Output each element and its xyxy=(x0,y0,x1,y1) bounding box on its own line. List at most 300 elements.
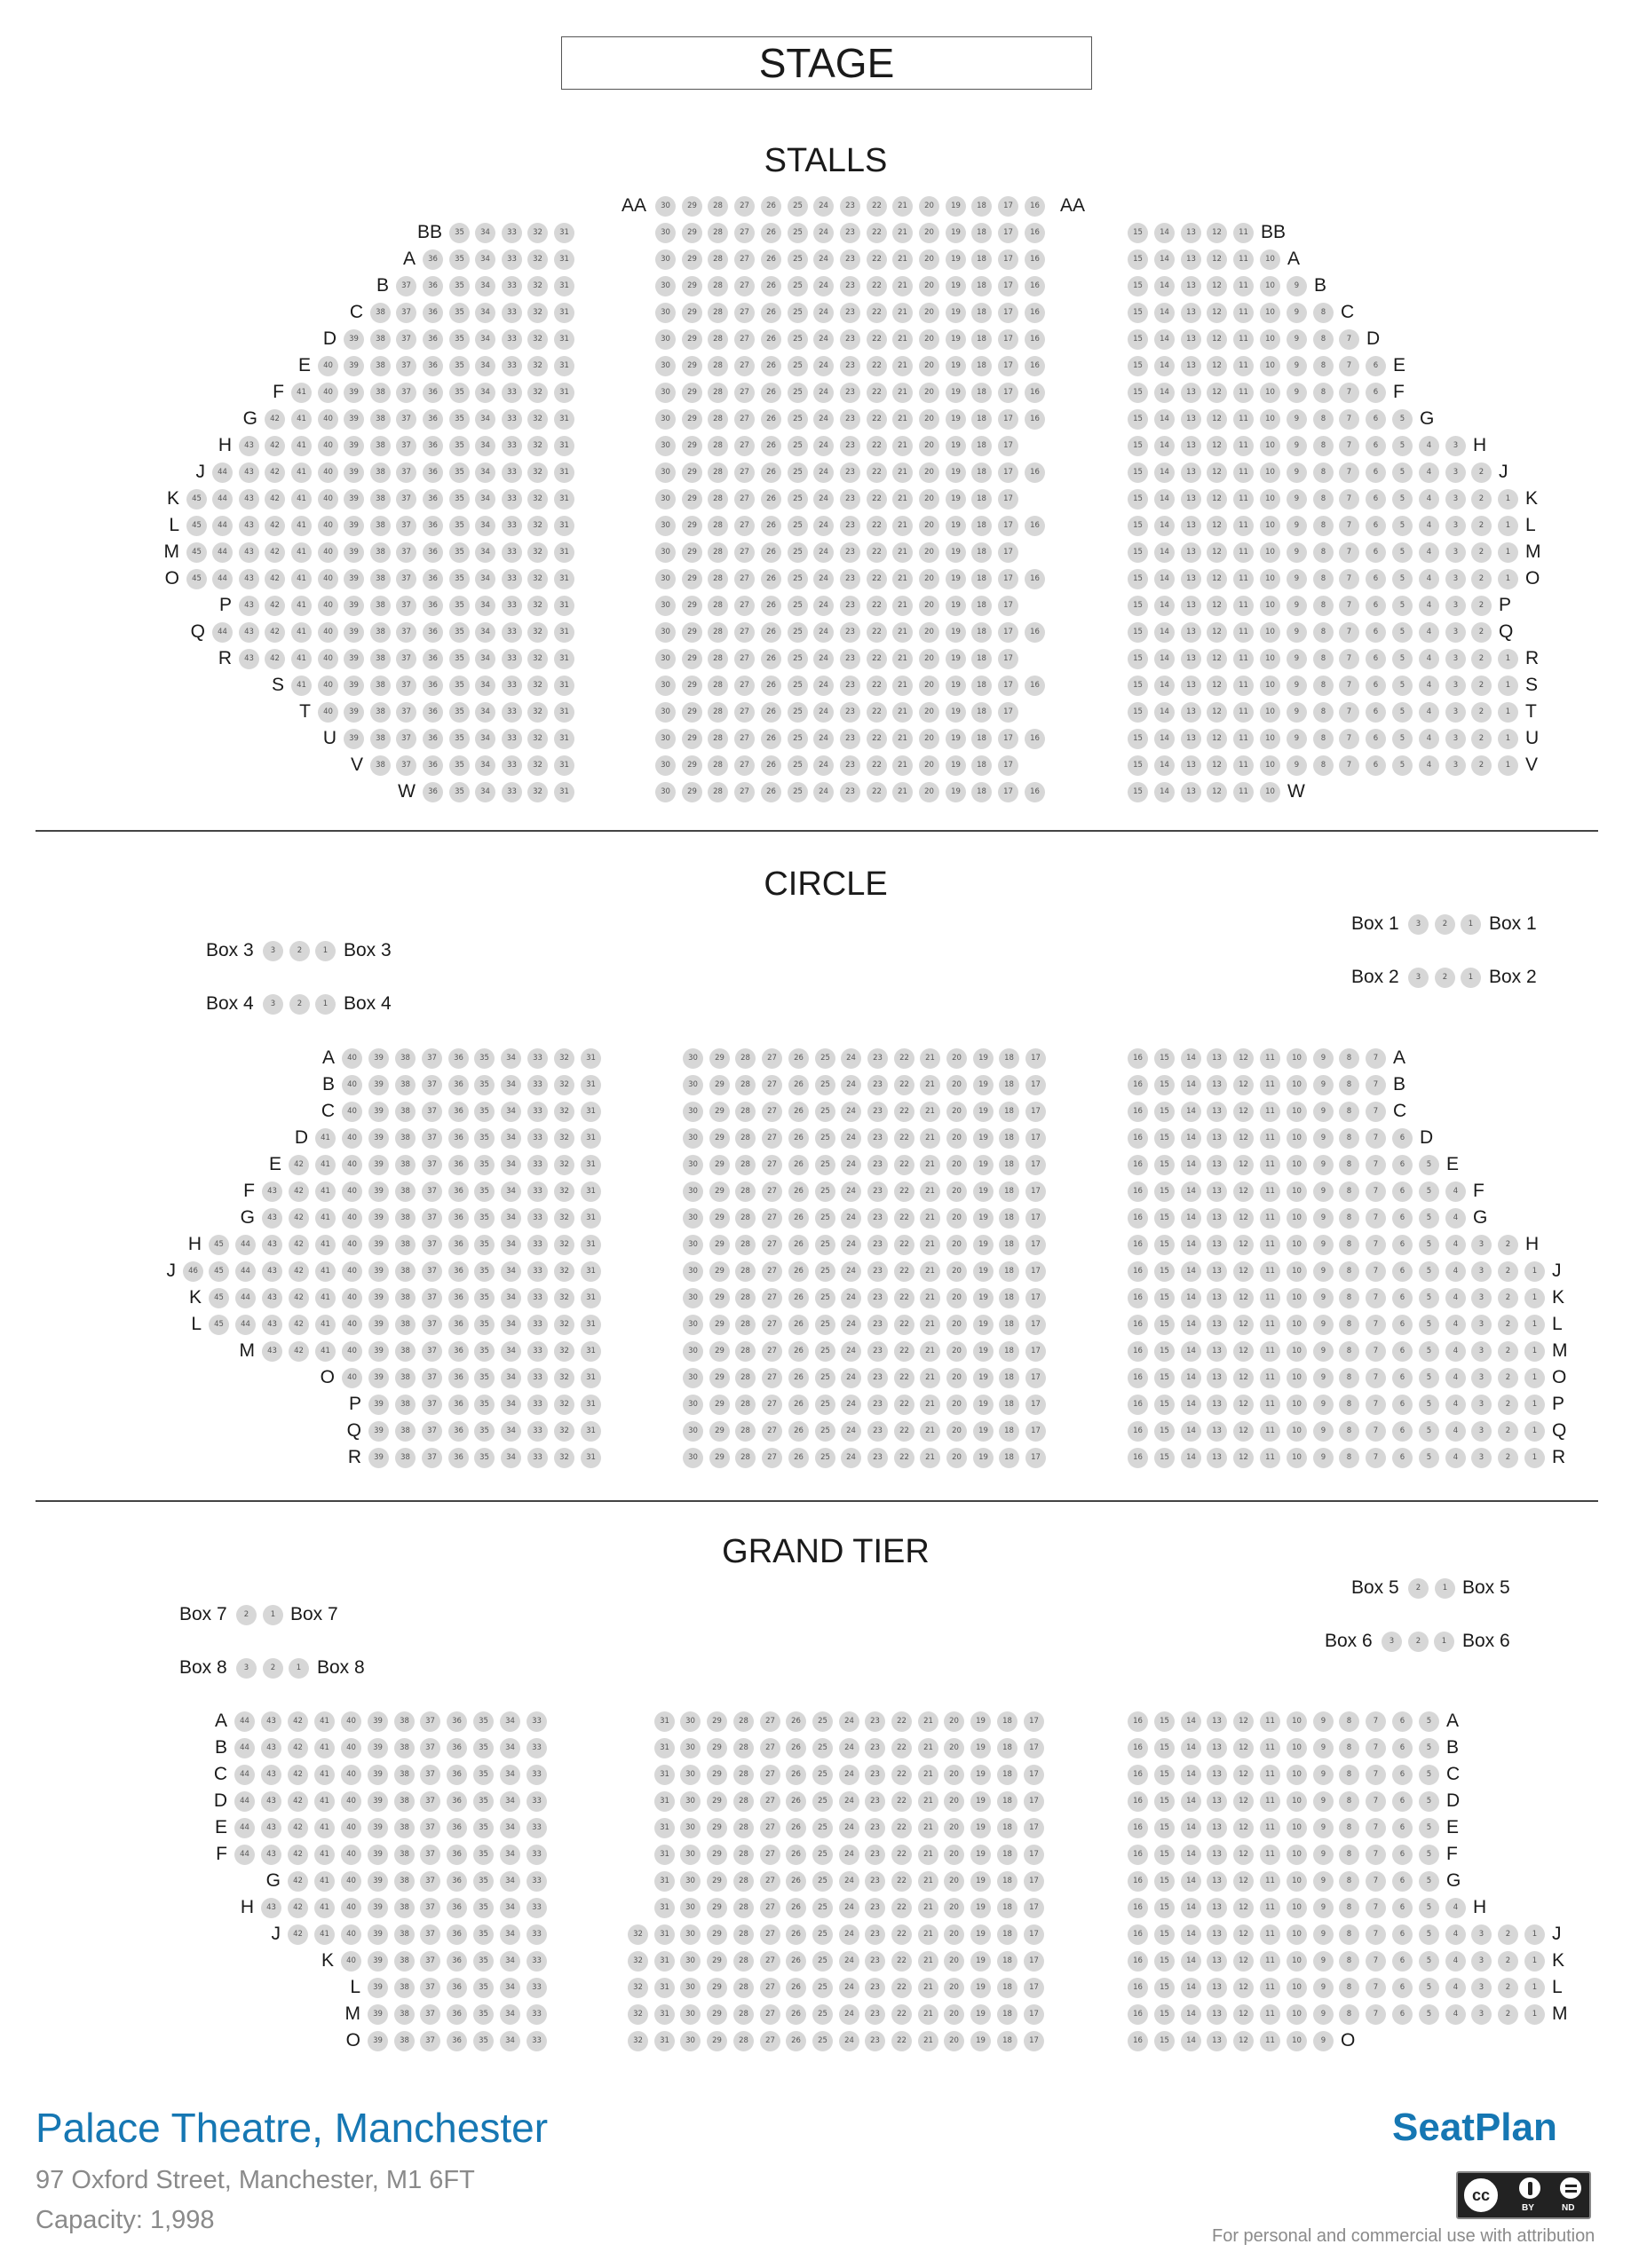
seat[interactable]: 34 xyxy=(475,676,495,696)
seat[interactable]: 14 xyxy=(1181,1368,1201,1388)
seat[interactable]: 8 xyxy=(1313,409,1334,430)
seat[interactable]: 32 xyxy=(527,329,548,350)
seat[interactable]: 14 xyxy=(1154,436,1175,456)
seat[interactable]: 19 xyxy=(946,436,966,456)
seat[interactable]: 26 xyxy=(761,676,781,696)
seat[interactable]: 42 xyxy=(288,1924,308,1945)
seat[interactable]: 29 xyxy=(709,1341,730,1362)
seat[interactable]: 18 xyxy=(971,596,992,616)
seat[interactable]: 5 xyxy=(1419,1978,1439,1998)
seat[interactable]: 20 xyxy=(946,1048,967,1069)
seat[interactable]: 13 xyxy=(1207,1315,1227,1335)
seat[interactable]: 14 xyxy=(1181,1341,1201,1362)
seat[interactable]: 14 xyxy=(1181,1871,1201,1892)
seat[interactable]: 40 xyxy=(318,356,338,376)
seat[interactable]: 21 xyxy=(892,782,913,802)
seat[interactable]: 41 xyxy=(291,649,312,669)
seat[interactable]: 37 xyxy=(396,409,416,430)
seat[interactable]: 24 xyxy=(813,542,834,563)
seat[interactable]: 14 xyxy=(1154,276,1175,296)
seat[interactable]: 35 xyxy=(473,1845,494,1865)
seat[interactable]: 1 xyxy=(1524,1448,1545,1468)
seat[interactable]: 6 xyxy=(1366,649,1386,669)
seat[interactable]: 15 xyxy=(1154,2004,1175,2025)
seat[interactable]: 26 xyxy=(761,569,781,589)
seat[interactable]: 32 xyxy=(527,223,548,243)
seat[interactable]: 40 xyxy=(341,1765,361,1785)
seat[interactable]: 4 xyxy=(1445,1315,1466,1335)
seat[interactable]: 34 xyxy=(501,1128,521,1149)
seat[interactable]: 14 xyxy=(1154,676,1175,696)
seat[interactable]: 23 xyxy=(840,383,860,403)
seat[interactable]: 18 xyxy=(999,1448,1019,1468)
seat[interactable]: 32 xyxy=(554,1155,574,1175)
seat[interactable]: 2 xyxy=(1498,1395,1518,1415)
seat[interactable]: 36 xyxy=(423,676,443,696)
seat[interactable]: 26 xyxy=(761,516,781,536)
seat[interactable]: 17 xyxy=(998,409,1018,430)
seat[interactable]: 8 xyxy=(1339,1448,1359,1468)
seat[interactable]: 16 xyxy=(1025,676,1045,696)
seat[interactable]: 38 xyxy=(394,1951,415,1972)
seat[interactable]: 12 xyxy=(1207,649,1227,669)
seat[interactable]: 9 xyxy=(1313,1421,1334,1442)
seat[interactable]: 20 xyxy=(944,1924,964,1945)
seat[interactable]: 40 xyxy=(341,1871,361,1892)
seat[interactable]: 10 xyxy=(1260,702,1280,723)
seat[interactable]: 35 xyxy=(473,1951,494,1972)
seat[interactable]: 9 xyxy=(1287,596,1307,616)
seat[interactable]: 20 xyxy=(944,1711,964,1732)
seat[interactable]: 22 xyxy=(867,383,887,403)
seat[interactable]: 23 xyxy=(840,409,860,430)
seat[interactable]: 27 xyxy=(734,676,755,696)
seat[interactable]: 29 xyxy=(709,1448,730,1468)
seat[interactable]: 37 xyxy=(420,1951,440,1972)
seat[interactable]: 34 xyxy=(475,596,495,616)
seat[interactable]: 19 xyxy=(973,1261,994,1282)
seat[interactable]: 40 xyxy=(318,516,338,536)
seat[interactable]: 38 xyxy=(395,1235,416,1255)
seat[interactable]: 11 xyxy=(1260,1048,1280,1069)
seat[interactable]: 35 xyxy=(473,1924,494,1945)
seat[interactable]: 17 xyxy=(998,329,1018,350)
seat[interactable]: 17 xyxy=(1024,1711,1044,1732)
seat[interactable]: 16 xyxy=(1128,1075,1148,1095)
seat[interactable]: 44 xyxy=(234,1765,255,1785)
seat[interactable]: 43 xyxy=(261,1711,281,1732)
seat[interactable]: 21 xyxy=(920,1315,940,1335)
seat[interactable]: 5 xyxy=(1419,1421,1439,1442)
seat[interactable]: 16 xyxy=(1025,249,1045,270)
seat[interactable]: 45 xyxy=(186,489,207,510)
seat[interactable]: 19 xyxy=(970,1791,991,1812)
seat[interactable]: 25 xyxy=(788,569,808,589)
seat[interactable]: 4 xyxy=(1419,702,1439,723)
seat[interactable]: 36 xyxy=(448,1448,469,1468)
seat[interactable]: 19 xyxy=(970,1845,991,1865)
seat[interactable]: 11 xyxy=(1260,1181,1280,1202)
seat[interactable]: 30 xyxy=(683,1395,703,1415)
seat[interactable]: 30 xyxy=(680,1871,701,1892)
seat[interactable]: 21 xyxy=(920,1368,940,1388)
seat[interactable]: 32 xyxy=(527,622,548,643)
seat[interactable]: 22 xyxy=(867,596,887,616)
seat[interactable]: 24 xyxy=(813,649,834,669)
seat[interactable]: 23 xyxy=(867,1315,888,1335)
seat[interactable]: 38 xyxy=(394,1898,415,1918)
seat[interactable]: 19 xyxy=(946,542,966,563)
seat[interactable]: 13 xyxy=(1181,542,1201,563)
seat[interactable]: 36 xyxy=(447,1924,467,1945)
seat[interactable]: 18 xyxy=(999,1368,1019,1388)
seat[interactable]: 40 xyxy=(318,702,338,723)
seat[interactable]: 23 xyxy=(865,1951,885,1972)
seat[interactable]: 37 xyxy=(420,1924,440,1945)
seat[interactable]: 40 xyxy=(318,676,338,696)
seat[interactable]: 12 xyxy=(1233,1978,1254,1998)
seat[interactable]: 34 xyxy=(475,649,495,669)
seat[interactable]: 10 xyxy=(1260,249,1280,270)
seat[interactable]: 30 xyxy=(683,1261,703,1282)
seat[interactable]: 12 xyxy=(1207,596,1227,616)
seat[interactable]: 34 xyxy=(500,1978,520,1998)
seat[interactable]: 10 xyxy=(1260,569,1280,589)
seat[interactable]: 10 xyxy=(1260,649,1280,669)
seat[interactable]: 38 xyxy=(370,516,391,536)
seat[interactable]: 29 xyxy=(682,196,702,217)
seat[interactable]: 42 xyxy=(265,596,285,616)
seat[interactable]: 10 xyxy=(1287,1791,1307,1812)
seat[interactable]: 4 xyxy=(1445,1898,1466,1918)
seat[interactable]: 22 xyxy=(891,1738,912,1758)
seat[interactable]: 4 xyxy=(1445,1181,1466,1202)
seat[interactable]: 15 xyxy=(1154,1368,1175,1388)
seat[interactable]: 11 xyxy=(1233,729,1254,749)
seat[interactable]: 35 xyxy=(474,1128,495,1149)
seat[interactable]: 38 xyxy=(370,409,391,430)
seat[interactable]: 37 xyxy=(422,1261,442,1282)
seat[interactable]: 13 xyxy=(1207,1048,1227,1069)
seat[interactable]: 6 xyxy=(1392,1341,1413,1362)
seat[interactable]: 33 xyxy=(502,755,522,776)
seat[interactable]: 16 xyxy=(1128,2031,1148,2051)
seat[interactable]: 13 xyxy=(1181,356,1201,376)
seat[interactable]: 24 xyxy=(841,1048,861,1069)
seat[interactable]: 19 xyxy=(973,1448,994,1468)
seat[interactable]: 33 xyxy=(527,2004,547,2025)
seat[interactable]: 23 xyxy=(840,329,860,350)
seat[interactable]: 7 xyxy=(1366,1448,1386,1468)
seat[interactable]: 9 xyxy=(1287,676,1307,696)
seat[interactable]: 36 xyxy=(423,755,443,776)
seat[interactable]: 28 xyxy=(735,1048,756,1069)
seat[interactable]: 25 xyxy=(815,1448,835,1468)
seat[interactable]: 15 xyxy=(1128,356,1148,376)
seat[interactable]: 25 xyxy=(788,782,808,802)
seat[interactable]: 15 xyxy=(1154,1924,1175,1945)
seat[interactable]: 5 xyxy=(1419,1924,1439,1945)
seat[interactable]: 6 xyxy=(1366,569,1386,589)
seat[interactable]: 17 xyxy=(998,622,1018,643)
seat[interactable]: 18 xyxy=(999,1208,1019,1229)
seat[interactable]: 16 xyxy=(1128,1102,1148,1122)
seat[interactable]: 6 xyxy=(1392,1128,1413,1149)
seat[interactable]: 37 xyxy=(420,1738,440,1758)
seat[interactable]: 19 xyxy=(946,596,966,616)
seat[interactable]: 34 xyxy=(475,729,495,749)
seat[interactable]: 24 xyxy=(841,1448,861,1468)
seat[interactable]: 26 xyxy=(761,196,781,217)
seat[interactable]: 3 xyxy=(1382,1632,1402,1652)
seat[interactable]: 38 xyxy=(370,649,391,669)
seat[interactable]: 41 xyxy=(291,676,312,696)
seat[interactable]: 7 xyxy=(1339,436,1359,456)
seat[interactable]: 17 xyxy=(1025,1208,1046,1229)
seat[interactable]: 21 xyxy=(920,1102,940,1122)
seat[interactable]: 37 xyxy=(420,1871,440,1892)
seat[interactable]: 32 xyxy=(527,596,548,616)
seat[interactable]: 8 xyxy=(1339,1075,1359,1095)
seat[interactable]: 26 xyxy=(786,1951,806,1972)
seat[interactable]: 3 xyxy=(1445,622,1466,643)
seat[interactable]: 22 xyxy=(894,1235,914,1255)
seat[interactable]: 20 xyxy=(919,516,939,536)
seat[interactable]: 9 xyxy=(1313,1315,1334,1335)
seat[interactable]: 41 xyxy=(315,1181,336,1202)
seat[interactable]: 34 xyxy=(475,356,495,376)
seat[interactable]: 15 xyxy=(1128,596,1148,616)
seat[interactable]: 8 xyxy=(1313,542,1334,563)
seat[interactable]: 6 xyxy=(1366,516,1386,536)
seat[interactable]: 8 xyxy=(1339,1765,1359,1785)
seat[interactable]: 8 xyxy=(1339,1102,1359,1122)
seat[interactable]: 22 xyxy=(867,729,887,749)
seat[interactable]: 28 xyxy=(708,489,728,510)
seat[interactable]: 10 xyxy=(1287,1711,1307,1732)
seat[interactable]: 25 xyxy=(815,1288,835,1308)
seat[interactable]: 38 xyxy=(370,329,391,350)
seat[interactable]: 30 xyxy=(680,1791,701,1812)
seat[interactable]: 10 xyxy=(1260,383,1280,403)
seat[interactable]: 10 xyxy=(1260,462,1280,483)
seat[interactable]: 43 xyxy=(239,516,259,536)
seat[interactable]: 10 xyxy=(1287,1898,1307,1918)
seat[interactable]: 30 xyxy=(680,2031,701,2051)
seat[interactable]: 39 xyxy=(344,569,364,589)
seat[interactable]: 11 xyxy=(1260,1871,1280,1892)
seat[interactable]: 32 xyxy=(527,303,548,323)
seat[interactable]: 3 xyxy=(1445,462,1466,483)
seat[interactable]: 29 xyxy=(709,1288,730,1308)
seat[interactable]: 2 xyxy=(1498,1341,1518,1362)
seat[interactable]: 11 xyxy=(1233,436,1254,456)
seat[interactable]: 24 xyxy=(841,1421,861,1442)
seat[interactable]: 31 xyxy=(654,1951,675,1972)
seat[interactable]: 20 xyxy=(944,1818,964,1838)
seat[interactable]: 5 xyxy=(1419,1235,1439,1255)
seat[interactable]: 12 xyxy=(1207,622,1227,643)
seat[interactable]: 38 xyxy=(370,755,391,776)
seat[interactable]: 32 xyxy=(554,1048,574,1069)
seat[interactable]: 18 xyxy=(999,1155,1019,1175)
seat[interactable]: 43 xyxy=(261,1845,281,1865)
seat[interactable]: 20 xyxy=(944,1871,964,1892)
seat[interactable]: 30 xyxy=(655,649,676,669)
seat[interactable]: 20 xyxy=(919,489,939,510)
seat[interactable]: 29 xyxy=(707,1898,727,1918)
seat[interactable]: 16 xyxy=(1025,782,1045,802)
seat[interactable]: 27 xyxy=(762,1448,782,1468)
seat[interactable]: 4 xyxy=(1419,436,1439,456)
seat[interactable]: 20 xyxy=(946,1128,967,1149)
seat[interactable]: 1 xyxy=(1524,1978,1545,1998)
seat[interactable]: 37 xyxy=(422,1235,442,1255)
seat[interactable]: 38 xyxy=(395,1421,416,1442)
seat[interactable]: 34 xyxy=(475,329,495,350)
seat[interactable]: 37 xyxy=(396,303,416,323)
seat[interactable]: 11 xyxy=(1233,462,1254,483)
seat[interactable]: 7 xyxy=(1366,1421,1386,1442)
seat[interactable]: 28 xyxy=(708,303,728,323)
seat[interactable]: 14 xyxy=(1181,1978,1201,1998)
seat[interactable]: 11 xyxy=(1233,303,1254,323)
seat[interactable]: 21 xyxy=(892,489,913,510)
seat[interactable]: 34 xyxy=(475,436,495,456)
seat[interactable]: 21 xyxy=(892,303,913,323)
seat[interactable]: 8 xyxy=(1339,1951,1359,1972)
seat[interactable]: 38 xyxy=(370,489,391,510)
seat[interactable]: 30 xyxy=(680,1978,701,1998)
seat[interactable]: 32 xyxy=(527,542,548,563)
seat[interactable]: 35 xyxy=(449,329,470,350)
seat[interactable]: 19 xyxy=(973,1128,994,1149)
seat[interactable]: 19 xyxy=(973,1181,994,1202)
seat[interactable]: 44 xyxy=(234,1791,255,1812)
seat[interactable]: 42 xyxy=(289,1315,309,1335)
seat[interactable]: 23 xyxy=(840,729,860,749)
seat[interactable]: 7 xyxy=(1366,1368,1386,1388)
seat[interactable]: 33 xyxy=(527,1208,548,1229)
seat[interactable]: 19 xyxy=(970,2031,991,2051)
seat[interactable]: 35 xyxy=(449,516,470,536)
seat[interactable]: 30 xyxy=(655,702,676,723)
seat[interactable]: 34 xyxy=(500,1818,520,1838)
seat[interactable]: 10 xyxy=(1287,1818,1307,1838)
seat[interactable]: 42 xyxy=(288,1711,308,1732)
seat[interactable]: 3 xyxy=(263,941,283,961)
seat[interactable]: 42 xyxy=(288,1898,308,1918)
seat[interactable]: 39 xyxy=(368,1395,389,1415)
seat[interactable]: 38 xyxy=(395,1075,416,1095)
seat[interactable]: 10 xyxy=(1287,1341,1307,1362)
seat[interactable]: 37 xyxy=(396,383,416,403)
seat[interactable]: 29 xyxy=(682,702,702,723)
seat[interactable]: 30 xyxy=(655,782,676,802)
seat[interactable]: 9 xyxy=(1287,436,1307,456)
seat[interactable]: 2 xyxy=(1471,649,1492,669)
seat[interactable]: 20 xyxy=(946,1395,967,1415)
seat[interactable]: 17 xyxy=(1025,1261,1046,1282)
seat[interactable]: 29 xyxy=(709,1395,730,1415)
seat[interactable]: 2 xyxy=(1435,968,1455,988)
seat[interactable]: 15 xyxy=(1128,676,1148,696)
seat[interactable]: 22 xyxy=(894,1128,914,1149)
seat[interactable]: 43 xyxy=(239,489,259,510)
seat[interactable]: 38 xyxy=(395,1341,416,1362)
seat[interactable]: 21 xyxy=(918,2031,938,2051)
seat[interactable]: 5 xyxy=(1419,1315,1439,1335)
seat[interactable]: 36 xyxy=(447,1791,467,1812)
seat[interactable]: 45 xyxy=(209,1235,229,1255)
seat[interactable]: 28 xyxy=(733,2004,754,2025)
seat[interactable]: 14 xyxy=(1154,489,1175,510)
seat[interactable]: 32 xyxy=(554,1395,574,1415)
seat[interactable]: 42 xyxy=(289,1208,309,1229)
seat[interactable]: 31 xyxy=(581,1368,601,1388)
seat[interactable]: 24 xyxy=(839,1738,859,1758)
seat[interactable]: 33 xyxy=(527,1102,548,1122)
seat[interactable]: 21 xyxy=(892,276,913,296)
seat[interactable]: 13 xyxy=(1181,729,1201,749)
seat[interactable]: 25 xyxy=(815,1128,835,1149)
seat[interactable]: 23 xyxy=(867,1102,888,1122)
seat[interactable]: 14 xyxy=(1181,2031,1201,2051)
seat[interactable]: 33 xyxy=(527,1421,548,1442)
seat[interactable]: 11 xyxy=(1233,489,1254,510)
seat[interactable]: 24 xyxy=(813,303,834,323)
seat[interactable]: 10 xyxy=(1287,1978,1307,1998)
seat[interactable]: 7 xyxy=(1366,1765,1386,1785)
seat[interactable]: 14 xyxy=(1181,1898,1201,1918)
seat[interactable]: 19 xyxy=(973,1341,994,1362)
seat[interactable]: 26 xyxy=(761,436,781,456)
seat[interactable]: 44 xyxy=(234,1711,255,1732)
seat[interactable]: 18 xyxy=(999,1315,1019,1335)
seat[interactable]: 13 xyxy=(1181,409,1201,430)
seat[interactable]: 29 xyxy=(682,249,702,270)
seat[interactable]: 13 xyxy=(1207,1288,1227,1308)
seat[interactable]: 28 xyxy=(708,276,728,296)
seat[interactable]: 1 xyxy=(1461,968,1481,988)
seat[interactable]: 19 xyxy=(973,1075,994,1095)
seat[interactable]: 33 xyxy=(527,1075,548,1095)
seat[interactable]: 28 xyxy=(733,1898,754,1918)
seat[interactable]: 32 xyxy=(554,1368,574,1388)
seat[interactable]: 34 xyxy=(501,1448,521,1468)
seat[interactable]: 1 xyxy=(263,1605,283,1625)
seat[interactable]: 2 xyxy=(1471,596,1492,616)
seat[interactable]: 16 xyxy=(1025,409,1045,430)
seat[interactable]: 16 xyxy=(1128,1395,1148,1415)
seat[interactable]: 18 xyxy=(971,729,992,749)
seat[interactable]: 15 xyxy=(1128,569,1148,589)
seat[interactable]: 2 xyxy=(1471,489,1492,510)
seat[interactable]: 25 xyxy=(812,1978,833,1998)
seat[interactable]: 40 xyxy=(342,1075,362,1095)
seat[interactable]: 14 xyxy=(1181,1075,1201,1095)
seat[interactable]: 27 xyxy=(762,1368,782,1388)
seat[interactable]: 6 xyxy=(1392,1421,1413,1442)
seat[interactable]: 27 xyxy=(762,1181,782,1202)
seat[interactable]: 40 xyxy=(318,409,338,430)
seat[interactable]: 26 xyxy=(788,1288,809,1308)
seat[interactable]: 44 xyxy=(234,1818,255,1838)
seat[interactable]: 35 xyxy=(474,1288,495,1308)
seat[interactable]: 42 xyxy=(265,516,285,536)
seat[interactable]: 39 xyxy=(368,1711,388,1732)
seat[interactable]: 10 xyxy=(1287,1871,1307,1892)
